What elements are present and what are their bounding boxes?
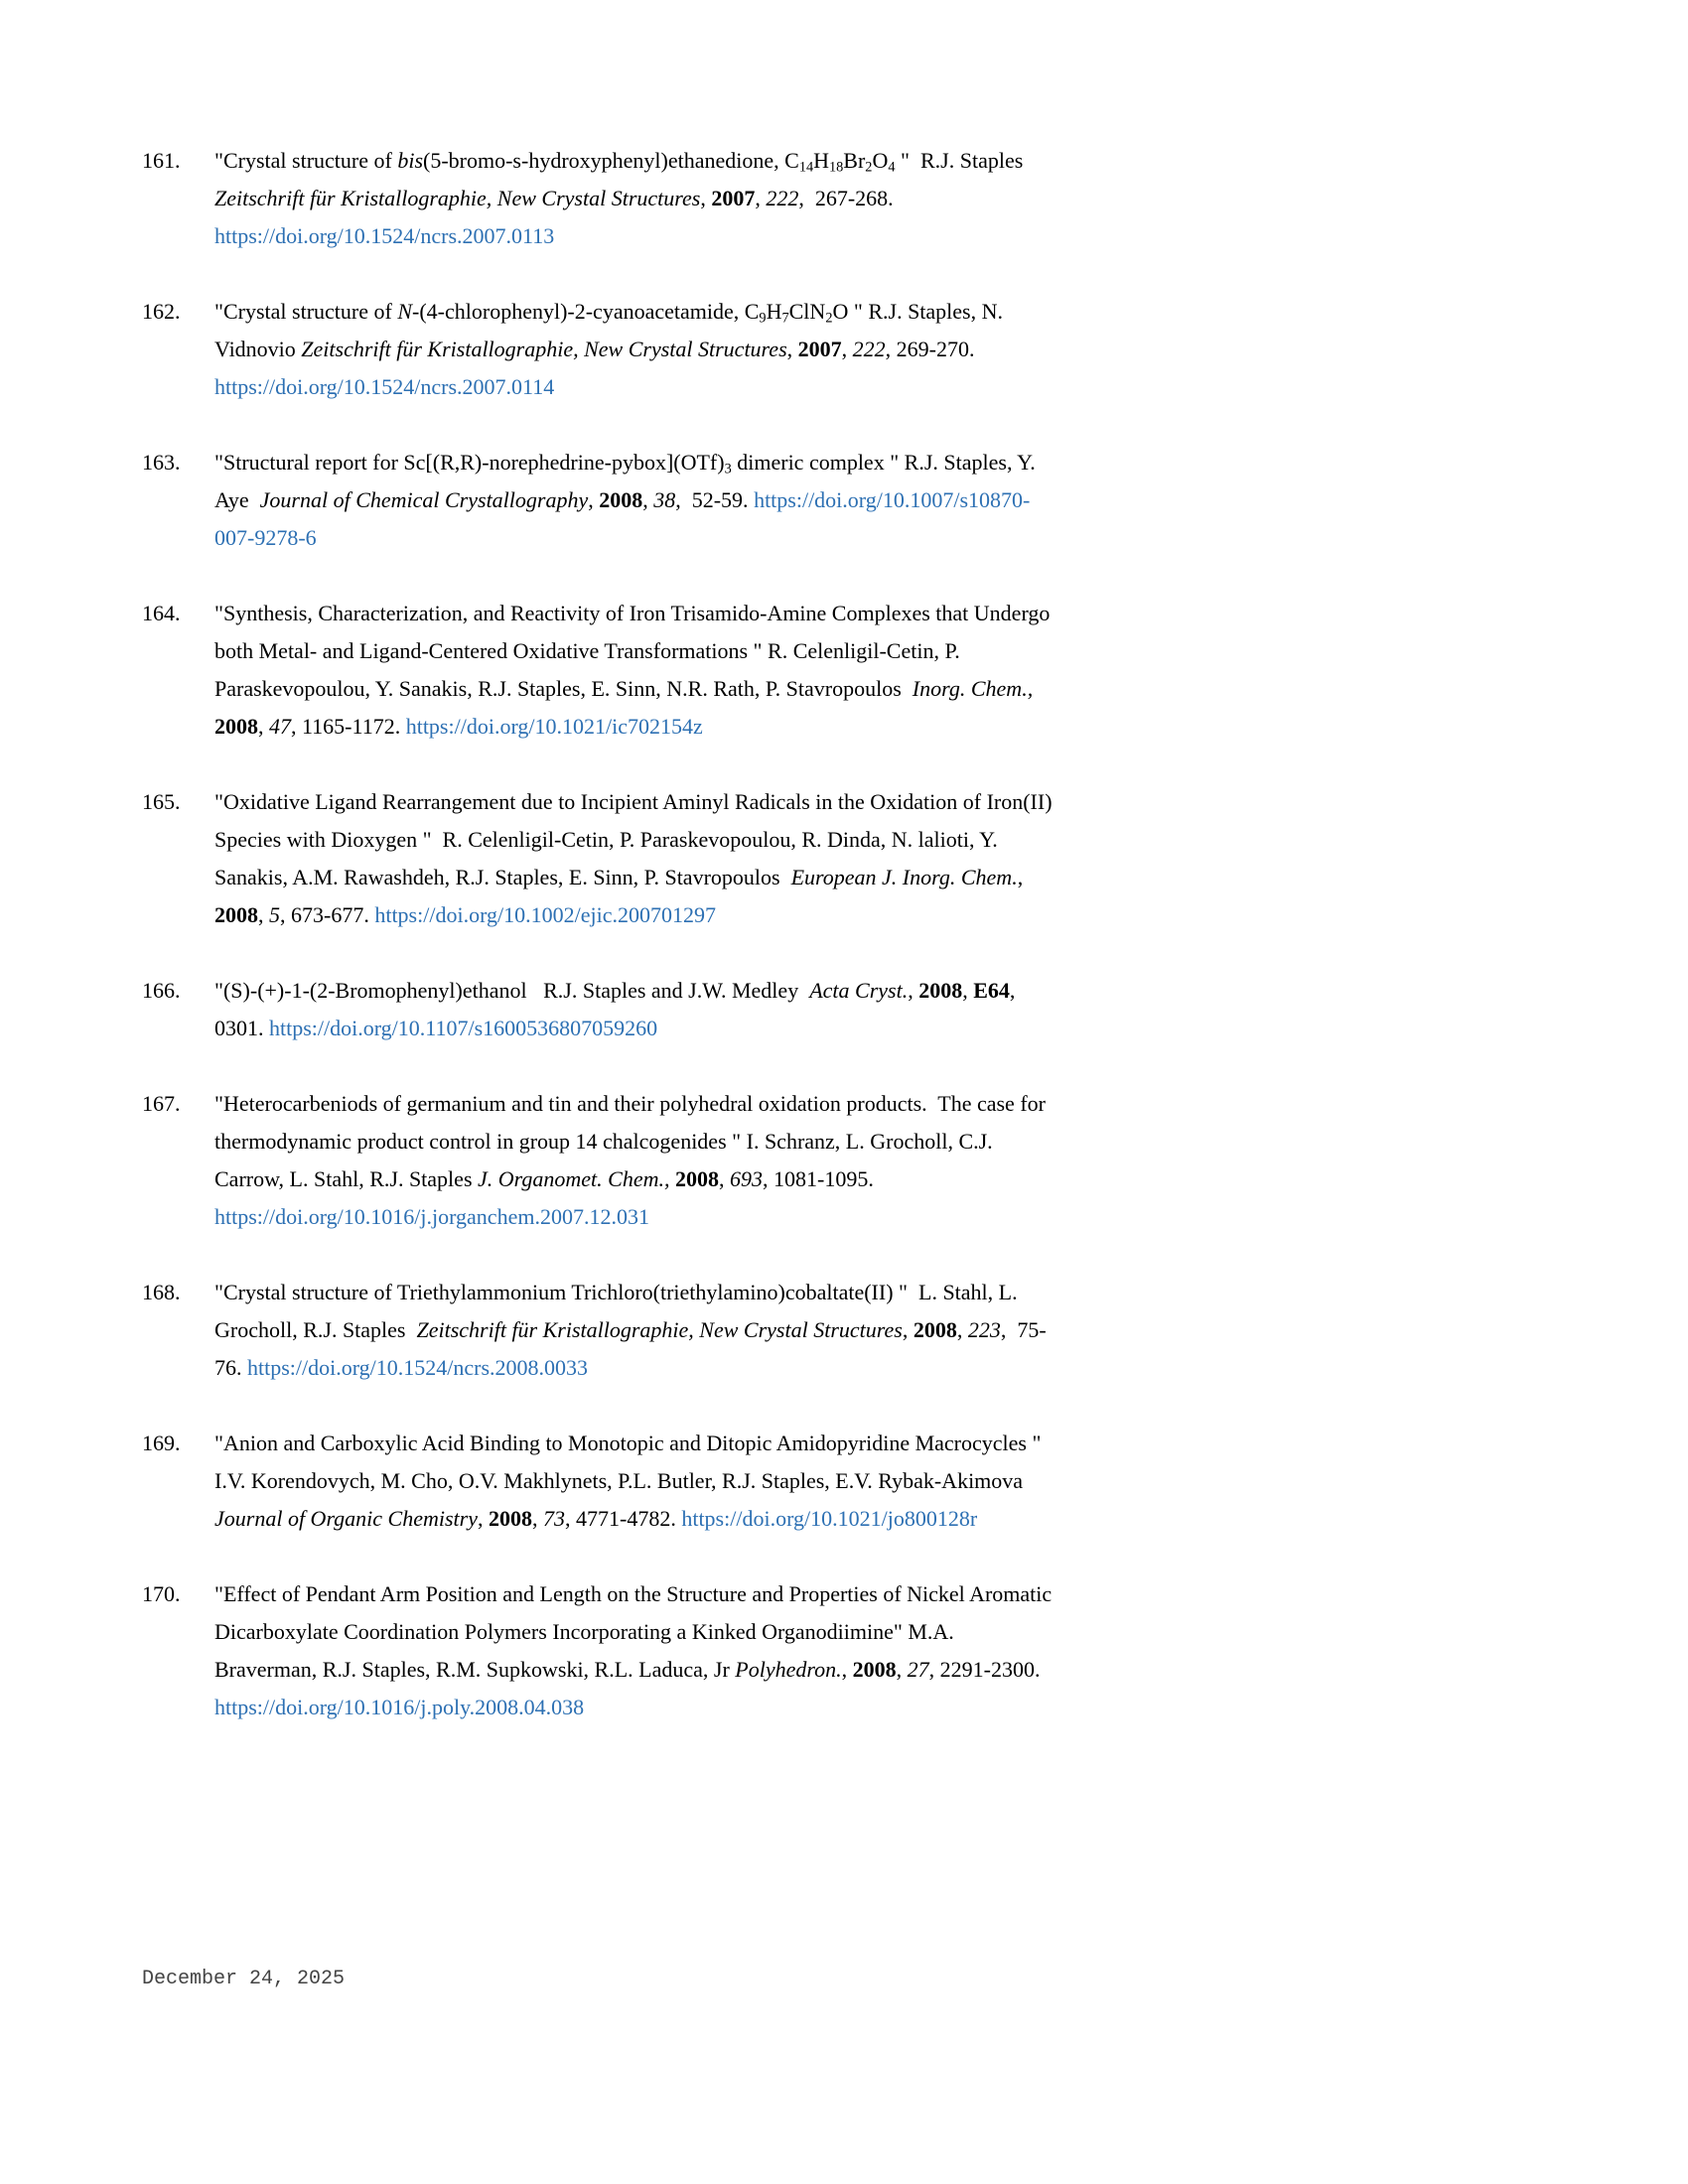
reference-entry xyxy=(142,142,1065,255)
bold-text: 2008 xyxy=(913,1317,957,1342)
bold-text: 2008 xyxy=(918,978,963,1003)
reference-entry xyxy=(142,783,1065,934)
reference-number: 169. xyxy=(142,1431,181,1455)
plain-text: , 75-76. xyxy=(214,1317,1047,1380)
plain-text: , 269-270. xyxy=(885,337,980,361)
plain-text: "Heterocarbeniods of germanium and tin and their polyhedral oxidation products. The case for thermodynamic product control in group 14 chalcogenides " I. Schranz, L. Grocholl, C.J. Carrow, L. Stahl, R.J. Staples xyxy=(214,1091,1052,1191)
plain-text: , xyxy=(902,1317,914,1342)
chemical-subscript: 18 xyxy=(829,159,844,176)
plain-text: -(4-chlorophenyl)-2-cyanoacetamide, C xyxy=(412,299,760,324)
reference-list xyxy=(142,142,1065,1764)
plain-text: , xyxy=(956,1317,968,1342)
reference-entry xyxy=(142,595,1065,746)
plain-text: , 1081-1095. xyxy=(763,1166,880,1191)
reference-entry xyxy=(142,972,1065,1047)
bold-text: 2008 xyxy=(599,487,643,512)
plain-text: , xyxy=(841,1657,853,1682)
reference-number: 163. xyxy=(142,450,181,475)
plain-text: O xyxy=(872,148,889,173)
reference-text xyxy=(214,293,1060,406)
doi-link[interactable]: https://doi.org/10.1016/j.poly.2008.04.038 xyxy=(214,1695,585,1719)
doi-link[interactable]: https://doi.org/10.1002/ejic.200701297 xyxy=(374,902,716,927)
italic-text: Inorg. Chem., xyxy=(912,676,1034,701)
chemical-subscript: 2 xyxy=(865,159,873,176)
plain-text: , xyxy=(478,1506,489,1531)
plain-text: "Crystal structure of xyxy=(214,299,398,324)
italic-text: 693 xyxy=(730,1166,763,1191)
italic-text: 223 xyxy=(967,1317,1001,1342)
plain-text: , 267-268. xyxy=(798,186,900,210)
plain-text: Br xyxy=(843,148,866,173)
italic-text: 73 xyxy=(543,1506,565,1531)
plain-text: , xyxy=(719,1166,730,1191)
reference-number: 166. xyxy=(142,978,181,1003)
plain-text: , xyxy=(755,186,767,210)
plain-text: , xyxy=(642,487,654,512)
plain-text: , xyxy=(962,978,974,1003)
reference-entry xyxy=(142,1425,1065,1538)
italic-text: Journal of Chemical Crystallography xyxy=(259,487,589,512)
italic-text: N xyxy=(397,299,413,324)
reference-number: 165. xyxy=(142,789,181,814)
italic-text: Zeitschrift für Kristallographie, New Crystal Structures xyxy=(416,1317,903,1342)
doi-link[interactable]: https://doi.org/10.1016/j.jorganchem.2007.12.031 xyxy=(214,1204,649,1229)
italic-text: 222 xyxy=(852,337,886,361)
chemical-subscript: 2 xyxy=(825,310,833,327)
chemical-subscript: 3 xyxy=(724,461,732,478)
plain-text: , 4771-4782. xyxy=(565,1506,682,1531)
plain-text: " R.J. Staples xyxy=(895,148,1035,173)
plain-text: , xyxy=(841,337,853,361)
plain-text: "(S)-(+)-1-(2-Bromophenyl)ethanol R.J. Staples and J.W. Medley xyxy=(214,978,810,1003)
reference-text xyxy=(214,972,1060,1047)
reference-entry xyxy=(142,293,1065,406)
reference-number: 168. xyxy=(142,1280,181,1304)
plain-text: "Structural report for Sc[(R,R)-norephedrine-pybox](OTf) xyxy=(214,450,725,475)
chemical-subscript: 7 xyxy=(781,310,789,327)
reference-text xyxy=(214,1274,1060,1387)
plain-text: , xyxy=(258,902,269,927)
plain-text: , 1165-1172. xyxy=(291,714,406,739)
bold-text: 2008 xyxy=(214,902,258,927)
plain-text: , xyxy=(786,337,798,361)
reference-entry xyxy=(142,1274,1065,1387)
plain-text: "Crystal structure of Triethylammonium Trichloro(triethylamino)cobaltate(II) " L. Stahl, L. Grocholl, R.J. Staples xyxy=(214,1280,1024,1342)
plain-text: , 673-677. xyxy=(280,902,375,927)
chemical-subscript: 4 xyxy=(888,159,896,176)
plain-text: ClN xyxy=(788,299,826,324)
italic-text: 5 xyxy=(269,902,280,927)
reference-text xyxy=(214,444,1060,557)
plain-text: , 52-59. xyxy=(675,487,755,512)
plain-text: "Anion and Carboxylic Acid Binding to Monotopic and Ditopic Amidopyridine Macrocycles " I.V. Korendovych, M. Cho, O.V. Makhlynets, P.L. Butler, R.J. Staples, E.V. Rybak-Akimova xyxy=(214,1431,1047,1493)
doi-link[interactable]: https://doi.org/10.1007/s10870-007-9278-6 xyxy=(214,487,1031,550)
bold-text: 2008 xyxy=(675,1166,719,1191)
italic-text: 27 xyxy=(907,1657,929,1682)
plain-text: "Oxidative Ligand Rearrangement due to Incipient Aminyl Radicals in the Oxidation of Iron(II) Species with Dioxygen " R. Celenligil-Cetin, P. Paraskevopoulou, R. Dinda, N. lalioti, Y. Sanakis, A.M. Rawashdeh, R.J. Staples, E. Sinn, P. Stavropoulos xyxy=(214,789,1058,889)
bold-text: 2008 xyxy=(489,1506,532,1531)
doi-link[interactable]: https://doi.org/10.1107/s1600536807059260 xyxy=(269,1016,658,1040)
italic-text: European J. Inorg. Chem. xyxy=(790,865,1018,889)
italic-text: Zeitschrift für Kristallographie, New Crystal Structures xyxy=(301,337,787,361)
plain-text: "Effect of Pendant Arm Position and Length on the Structure and Properties of Nickel Aromatic Dicarboxylate Coordination Polymers Incorporating a Kinked Organodiimine" M.A. Braverman, R.J. Staples, R.M. Supkowski, R.L. Laduca, Jr xyxy=(214,1581,1057,1682)
footer-date: December 24, 2025 xyxy=(142,1968,346,1990)
italic-text: 222 xyxy=(766,186,799,210)
doi-link[interactable]: https://doi.org/10.1524/ncrs.2007.0114 xyxy=(214,374,555,399)
italic-text: Journal of Organic Chemistry xyxy=(214,1506,478,1531)
plain-text: , xyxy=(908,978,919,1003)
reference-text xyxy=(214,1425,1060,1538)
plain-text: , xyxy=(700,186,712,210)
reference-text xyxy=(214,783,1060,934)
bold-text: 2008 xyxy=(214,714,258,739)
plain-text: H xyxy=(813,148,829,173)
reference-text xyxy=(214,595,1060,746)
italic-text: Polyhedron. xyxy=(735,1657,842,1682)
plain-text: , xyxy=(258,714,269,739)
plain-text: , xyxy=(896,1657,908,1682)
italic-text: 38 xyxy=(653,487,676,512)
plain-text: "Crystal structure of xyxy=(214,148,398,173)
bold-text: 2008 xyxy=(852,1657,897,1682)
plain-text: , xyxy=(532,1506,543,1531)
reference-text xyxy=(214,142,1060,255)
plain-text: (5-bromo-s-hydroxyphenyl)ethanedione, C xyxy=(423,148,799,173)
reference-entry xyxy=(142,444,1065,557)
reference-number: 170. xyxy=(142,1581,181,1606)
italic-text: Zeitschrift für Kristallographie, New Crystal Structures xyxy=(214,186,701,210)
chemical-subscript: 14 xyxy=(798,159,814,176)
reference-number: 164. xyxy=(142,601,181,625)
plain-text xyxy=(1033,676,1039,701)
reference-number: 162. xyxy=(142,299,181,324)
bold-text: E64 xyxy=(973,978,1010,1003)
plain-text: H xyxy=(766,299,782,324)
plain-text: "Synthesis, Characterization, and Reactivity of Iron Trisamido-Amine Complexes that Undergo both Metal- and Ligand-Centered Oxidative Transformations " R. Celenligil-Cetin, P. Paraskevopoulou, Y. Sanakis, R.J. Staples, E. Sinn, N.R. Rath, P. Stavropoulos xyxy=(214,601,1055,701)
doi-link[interactable]: https://doi.org/10.1021/ic702154z xyxy=(405,714,703,739)
reference-number: 161. xyxy=(142,148,181,173)
doi-link[interactable]: https://doi.org/10.1524/ncrs.2007.0113 xyxy=(214,223,555,248)
plain-text: , 2291-2300. xyxy=(928,1657,1046,1682)
reference-number: 167. xyxy=(142,1091,181,1116)
italic-text: J. Organomet. Chem., xyxy=(478,1166,670,1191)
reference-text xyxy=(214,1085,1060,1236)
reference-text xyxy=(214,1575,1060,1726)
reference-entry xyxy=(142,1085,1065,1236)
plain-text: dimeric complex " R.J. Staples, Y. Aye xyxy=(214,450,1040,512)
italic-text: Acta Cryst. xyxy=(809,978,909,1003)
bold-text: 2007 xyxy=(797,337,842,361)
italic-text: 47 xyxy=(269,714,291,739)
reference-entry xyxy=(142,1575,1065,1726)
plain-text: , xyxy=(588,487,600,512)
plain-text: O " R.J. Staples, N. Vidnovio xyxy=(214,299,1009,361)
italic-text: bis xyxy=(397,148,424,173)
chemical-subscript: 9 xyxy=(759,310,767,327)
plain-text: , 0301. xyxy=(214,978,1027,1040)
doi-link[interactable]: https://doi.org/10.1524/ncrs.2008.0033 xyxy=(247,1355,589,1380)
plain-text: , xyxy=(1017,865,1029,889)
doi-link[interactable]: https://doi.org/10.1021/jo800128r xyxy=(681,1506,978,1531)
bold-text: 2007 xyxy=(711,186,756,210)
